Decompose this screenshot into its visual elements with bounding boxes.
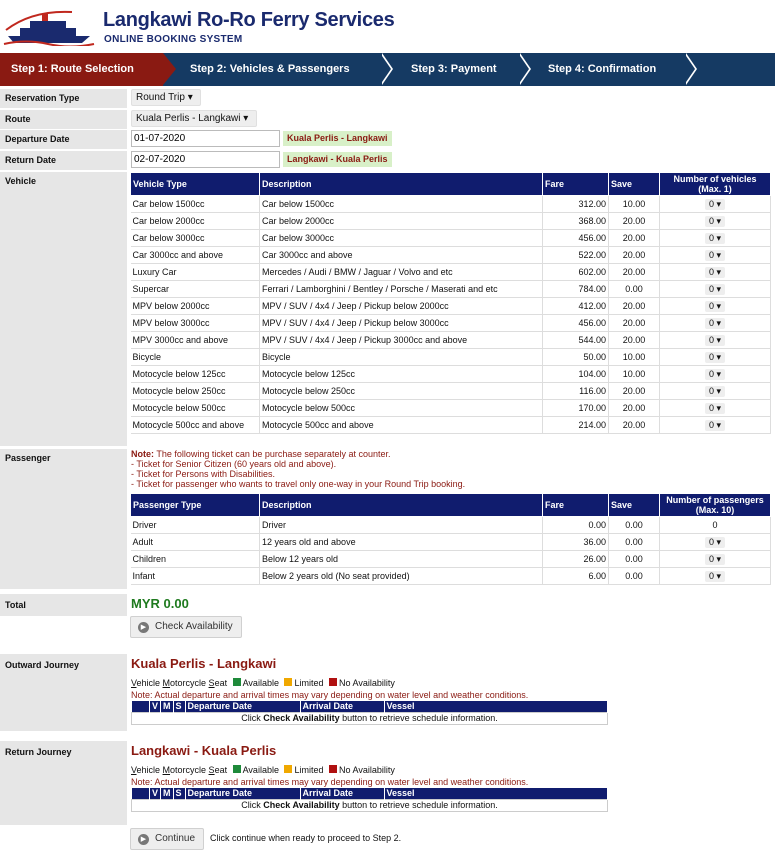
column-header: Departure Date: [185, 701, 300, 712]
description-cell: Bicycle: [260, 349, 543, 366]
description-cell: Below 2 years old (No seat provided): [260, 568, 543, 585]
quantity-select[interactable]: [705, 199, 725, 210]
quantity-value: 0: [708, 317, 714, 328]
quantity-cell: [660, 366, 771, 383]
return-route-tag: Langkawi - Kuala Perlis: [283, 152, 392, 167]
fare-cell: 456.00: [543, 315, 609, 332]
column-header: Save: [609, 494, 660, 517]
quantity-select[interactable]: [705, 233, 725, 244]
legend-no-availability: No Availability: [339, 765, 395, 775]
quantity-value: 0: [708, 402, 714, 413]
step-progress-bar: [0, 53, 775, 86]
passenger-label: Passenger: [0, 449, 127, 589]
table-row: [131, 332, 771, 349]
quantity-select[interactable]: [705, 318, 725, 329]
table-row: [131, 315, 771, 332]
quantity-value: 0: [708, 553, 714, 564]
reservation-type-select[interactable]: Round Trip ▾: [131, 89, 201, 106]
caret-down-icon: ▾: [713, 419, 722, 430]
description-cell: Below 12 years old: [260, 551, 543, 568]
type-cell: Luxury Car: [131, 264, 260, 281]
description-cell: Mercedes / Audi / BMW / Jaguar / Volvo and etc: [260, 264, 543, 281]
save-cell: 0.00: [609, 551, 660, 568]
type-cell: Children: [131, 551, 260, 568]
type-cell: Motocycle below 250cc: [131, 383, 260, 400]
column-header: Fare: [543, 173, 609, 196]
availability-legend: [131, 765, 395, 775]
fare-cell: 456.00: [543, 230, 609, 247]
caret-down-icon: ▾: [713, 317, 722, 328]
quantity-select[interactable]: [705, 554, 725, 565]
table-row: [131, 230, 771, 247]
caret-down-icon: ▾: [243, 113, 249, 124]
column-header: Arrival Date: [300, 788, 384, 799]
quantity-cell: [660, 281, 771, 298]
type-cell: Car below 1500cc: [131, 196, 260, 213]
type-cell: Motocycle below 125cc: [131, 366, 260, 383]
quantity-value: 0: [708, 334, 714, 345]
column-header: Arrival Date: [300, 701, 384, 712]
table-row: [131, 349, 771, 366]
quantity-cell: [660, 230, 771, 247]
description-cell: Motocycle below 500cc: [260, 400, 543, 417]
caret-down-icon: ▾: [713, 570, 722, 581]
journey-note: Note: Actual departure and arrival times may vary depending on water level and weather conditions.: [131, 777, 529, 787]
quantity-value: 0: [708, 300, 714, 311]
column-header: Vessel: [384, 788, 607, 799]
quantity-value: 0: [708, 232, 714, 243]
route-select[interactable]: Kuala Perlis - Langkawi ▾: [131, 110, 257, 127]
legend-seat: Seat: [208, 765, 228, 775]
note-line: - Ticket for passenger who wants to travel only one-way in your Round Trip booking.: [131, 479, 466, 489]
limited-color-swatch: [284, 765, 292, 773]
description-cell: MPV / SUV / 4x4 / Jeep / Pickup below 3000cc: [260, 315, 543, 332]
column-header: V: [150, 788, 161, 799]
type-cell: MPV 3000cc and above: [131, 332, 260, 349]
return-date-input[interactable]: [131, 151, 280, 168]
return-schedule-table: [131, 788, 608, 812]
caret-down-icon: ▾: [713, 266, 722, 277]
type-cell: Car below 2000cc: [131, 213, 260, 230]
quantity-cell: [660, 332, 771, 349]
quantity-select[interactable]: [705, 335, 725, 346]
fare-cell: 6.00: [543, 568, 609, 585]
return-journey-title: Langkawi - Kuala Perlis: [131, 743, 277, 758]
caret-down-icon: ▾: [713, 368, 722, 379]
check-availability-button[interactable]: [130, 616, 242, 638]
chevron-right-icon: [163, 53, 176, 85]
quantity-select[interactable]: [705, 537, 725, 548]
column-header: V: [150, 701, 161, 712]
quantity-value: 0: [708, 198, 714, 209]
check-availability-label: Check Availability: [155, 621, 233, 632]
chevron-right-icon: [684, 53, 695, 85]
fare-cell: 412.00: [543, 298, 609, 315]
fare-cell: 368.00: [543, 213, 609, 230]
description-cell: MPV / SUV / 4x4 / Jeep / Pickup 3000cc and above: [260, 332, 543, 349]
save-cell: 10.00: [609, 349, 660, 366]
column-header: Fare: [543, 494, 609, 517]
type-cell: MPV below 3000cc: [131, 315, 260, 332]
quantity-select[interactable]: [705, 267, 725, 278]
caret-down-icon: ▾: [713, 300, 722, 311]
continue-label: Continue: [155, 833, 196, 844]
reservation-type-label: Reservation Type: [0, 89, 127, 108]
legend-vehicle: Vehicle: [131, 678, 163, 688]
table-row: [131, 400, 771, 417]
caret-down-icon: ▾: [713, 402, 722, 413]
save-cell: 20.00: [609, 332, 660, 349]
quantity-select[interactable]: [705, 352, 725, 363]
step-3-payment: Step 3: Payment: [411, 63, 497, 75]
step-1-route-selection: Step 1: Route Selection: [0, 53, 163, 86]
column-header: Passenger Type: [131, 494, 260, 517]
quantity-cell: [660, 551, 771, 568]
fare-cell: 36.00: [543, 534, 609, 551]
legend-no-availability: No Availability: [339, 678, 395, 688]
legend-available: Available: [242, 678, 279, 688]
quantity-value: 0: [708, 570, 714, 581]
quantity-select[interactable]: [705, 250, 725, 261]
note-line: - Ticket for Senior Citizen (60 years old and above).: [131, 459, 337, 469]
type-cell: Infant: [131, 568, 260, 585]
save-cell: 20.00: [609, 247, 660, 264]
description-cell: Car below 3000cc: [260, 230, 543, 247]
description-cell: Car below 2000cc: [260, 213, 543, 230]
outward-schedule-table: [131, 701, 608, 725]
legend-motorcycle: Motorcycle: [162, 765, 209, 775]
fare-cell: 544.00: [543, 332, 609, 349]
caret-down-icon: ▾: [713, 351, 722, 362]
table-row: [131, 298, 771, 315]
fare-cell: 602.00: [543, 264, 609, 281]
limited-color-swatch: [284, 678, 292, 686]
quantity-select[interactable]: [705, 420, 725, 431]
save-cell: 20.00: [609, 298, 660, 315]
quantity-select[interactable]: [705, 403, 725, 414]
column-header: Vessel: [384, 701, 607, 712]
caret-down-icon: ▾: [187, 92, 193, 103]
fare-cell: 116.00: [543, 383, 609, 400]
type-cell: Motocycle 500cc and above: [131, 417, 260, 434]
caret-down-icon: ▾: [713, 553, 722, 564]
legend-motorcycle: Motorcycle: [162, 678, 209, 688]
table-row: [131, 517, 771, 534]
total-amount: MYR 0.00: [131, 596, 189, 611]
passenger-table-body: [131, 517, 771, 585]
column-header: M: [161, 701, 174, 712]
step-2-vehicles-passengers: Step 2: Vehicles & Passengers: [190, 63, 350, 75]
type-cell: MPV below 2000cc: [131, 298, 260, 315]
quantity-cell: [660, 568, 771, 585]
column-header: Departure Date: [185, 788, 300, 799]
vehicle-table: [130, 172, 771, 434]
table-row: [131, 213, 771, 230]
table-row: [131, 568, 771, 585]
table-row: [131, 383, 771, 400]
save-cell: 20.00: [609, 264, 660, 281]
fare-cell: 784.00: [543, 281, 609, 298]
description-cell: Motocycle 500cc and above: [260, 417, 543, 434]
vehicle-label: Vehicle: [0, 172, 127, 446]
table-row: [131, 264, 771, 281]
fare-cell: 26.00: [543, 551, 609, 568]
note-lead: The following ticket can be purchase separately at counter.: [154, 449, 391, 459]
quantity-select[interactable]: [705, 284, 725, 295]
legend-seat: Seat: [208, 678, 228, 688]
description-cell: Driver: [260, 517, 543, 534]
caret-down-icon: ▾: [713, 385, 722, 396]
continue-button[interactable]: [130, 828, 204, 850]
column-header: Vehicle Type: [131, 173, 260, 196]
quantity-cell: [660, 315, 771, 332]
ferry-logo-icon: [2, 6, 96, 46]
route-label: Route: [0, 110, 127, 129]
table-row: [131, 417, 771, 434]
table-row: [131, 534, 771, 551]
type-cell: Adult: [131, 534, 260, 551]
note-line: - Ticket for Persons with Disabilities.: [131, 469, 276, 479]
fare-cell: 50.00: [543, 349, 609, 366]
availability-legend: [131, 678, 395, 688]
quantity-cell: [660, 517, 771, 534]
type-cell: Supercar: [131, 281, 260, 298]
caret-down-icon: ▾: [713, 249, 722, 260]
save-cell: 0.00: [609, 534, 660, 551]
vehicle-table-body: [131, 196, 771, 434]
continue-hint: Click continue when ready to proceed to Step 2.: [210, 833, 402, 843]
column-header: [132, 788, 150, 799]
type-cell: Bicycle: [131, 349, 260, 366]
arrow-right-circle-icon: ▶: [138, 622, 149, 633]
quantity-value: 0: [708, 283, 714, 294]
caret-down-icon: ▾: [713, 334, 722, 345]
total-label: Total: [0, 594, 127, 616]
quantity-select[interactable]: [705, 571, 725, 582]
quantity-value: 0: [708, 249, 714, 260]
return-date-label: Return Date: [0, 151, 127, 170]
save-cell: 0.00: [609, 517, 660, 534]
fare-cell: 170.00: [543, 400, 609, 417]
column-header: Number of vehicles (Max. 1): [660, 173, 771, 196]
schedule-message: Click Check Availability button to retrieve schedule information.: [132, 799, 608, 811]
description-cell: Car below 1500cc: [260, 196, 543, 213]
column-header: S: [173, 788, 185, 799]
fare-cell: 312.00: [543, 196, 609, 213]
description-cell: Motocycle below 250cc: [260, 383, 543, 400]
save-cell: 20.00: [609, 213, 660, 230]
type-cell: Car 3000cc and above: [131, 247, 260, 264]
vehicle-table-header: [131, 173, 771, 196]
quantity-value: 0: [708, 419, 714, 430]
site-subtitle: ONLINE BOOKING SYSTEM: [104, 34, 243, 45]
no-availability-color-swatch: [329, 765, 337, 773]
quantity-value: 0: [708, 536, 714, 547]
legend-available: Available: [242, 765, 279, 775]
type-cell: Driver: [131, 517, 260, 534]
save-cell: 0.00: [609, 281, 660, 298]
site-title: Langkawi Ro-Ro Ferry Services: [103, 9, 395, 31]
departure-date-input[interactable]: [131, 130, 280, 147]
column-header: Save: [609, 173, 660, 196]
journey-note: Note: Actual departure and arrival times may vary depending on water level and weather conditions.: [131, 690, 529, 700]
legend-limited: Limited: [294, 765, 324, 775]
arrow-right-circle-icon: ▶: [138, 834, 149, 845]
description-cell: Motocycle below 125cc: [260, 366, 543, 383]
quantity-select[interactable]: [705, 386, 725, 397]
legend-limited: Limited: [294, 678, 324, 688]
table-row: [131, 196, 771, 213]
passenger-table-header: [131, 494, 771, 517]
quantity-cell: [660, 534, 771, 551]
header: [0, 0, 775, 52]
save-cell: 10.00: [609, 366, 660, 383]
step-4-confirmation: Step 4: Confirmation: [548, 63, 657, 75]
legend-vehicle: Vehicle: [131, 765, 163, 775]
available-color-swatch: [233, 765, 241, 773]
chevron-right-icon: [518, 53, 529, 85]
caret-down-icon: ▾: [713, 536, 722, 547]
description-cell: MPV / SUV / 4x4 / Jeep / Pickup below 2000cc: [260, 298, 543, 315]
table-row: [131, 247, 771, 264]
description-cell: 12 years old and above: [260, 534, 543, 551]
quantity-value: 0: [712, 520, 718, 530]
save-cell: 20.00: [609, 315, 660, 332]
quantity-value: 0: [708, 385, 714, 396]
save-cell: 10.00: [609, 196, 660, 213]
quantity-cell: [660, 213, 771, 230]
departure-date-label: Departure Date: [0, 130, 127, 149]
description-cell: Ferrari / Lamborghini / Bentley / Porsche / Maserati and etc: [260, 281, 543, 298]
schedule-message: Click Check Availability button to retrieve schedule information.: [132, 712, 608, 724]
quantity-cell: [660, 349, 771, 366]
column-header: M: [161, 788, 174, 799]
quantity-cell: [660, 383, 771, 400]
quantity-select[interactable]: [705, 216, 725, 227]
table-row: [131, 366, 771, 383]
column-header: Description: [260, 173, 543, 196]
type-cell: Motocycle below 500cc: [131, 400, 260, 417]
quantity-value: 0: [708, 266, 714, 277]
passenger-note: [131, 449, 465, 489]
column-header: Description: [260, 494, 543, 517]
column-header: S: [173, 701, 185, 712]
quantity-cell: [660, 247, 771, 264]
table-row: [131, 281, 771, 298]
quantity-cell: [660, 417, 771, 434]
save-cell: 0.00: [609, 568, 660, 585]
departure-route-tag: Kuala Perlis - Langkawi: [283, 131, 392, 146]
fare-cell: 0.00: [543, 517, 609, 534]
save-cell: 20.00: [609, 417, 660, 434]
column-header: [132, 701, 150, 712]
outward-journey-title: Kuala Perlis - Langkawi: [131, 656, 277, 671]
quantity-value: 0: [708, 215, 714, 226]
save-cell: 20.00: [609, 383, 660, 400]
chevron-right-icon: [380, 53, 391, 85]
no-availability-color-swatch: [329, 678, 337, 686]
caret-down-icon: ▾: [713, 232, 722, 243]
outward-journey-label: Outward Journey: [0, 654, 127, 731]
type-cell: Car below 3000cc: [131, 230, 260, 247]
save-cell: 20.00: [609, 400, 660, 417]
quantity-cell: [660, 400, 771, 417]
quantity-select[interactable]: [705, 369, 725, 380]
description-cell: Car 3000cc and above: [260, 247, 543, 264]
quantity-value: 0: [708, 351, 714, 362]
caret-down-icon: ▾: [713, 215, 722, 226]
quantity-select[interactable]: [705, 301, 725, 312]
available-color-swatch: [233, 678, 241, 686]
quantity-cell: [660, 264, 771, 281]
note-title: Note:: [131, 449, 154, 459]
quantity-value: 0: [708, 368, 714, 379]
save-cell: 20.00: [609, 230, 660, 247]
caret-down-icon: ▾: [713, 198, 722, 209]
quantity-cell: [660, 298, 771, 315]
fare-cell: 104.00: [543, 366, 609, 383]
return-journey-label: Return Journey: [0, 741, 127, 825]
passenger-table: [130, 493, 771, 585]
fare-cell: 214.00: [543, 417, 609, 434]
caret-down-icon: ▾: [713, 283, 722, 294]
table-row: [131, 551, 771, 568]
column-header: Number of passengers (Max. 10): [660, 494, 771, 517]
quantity-cell: [660, 196, 771, 213]
fare-cell: 522.00: [543, 247, 609, 264]
